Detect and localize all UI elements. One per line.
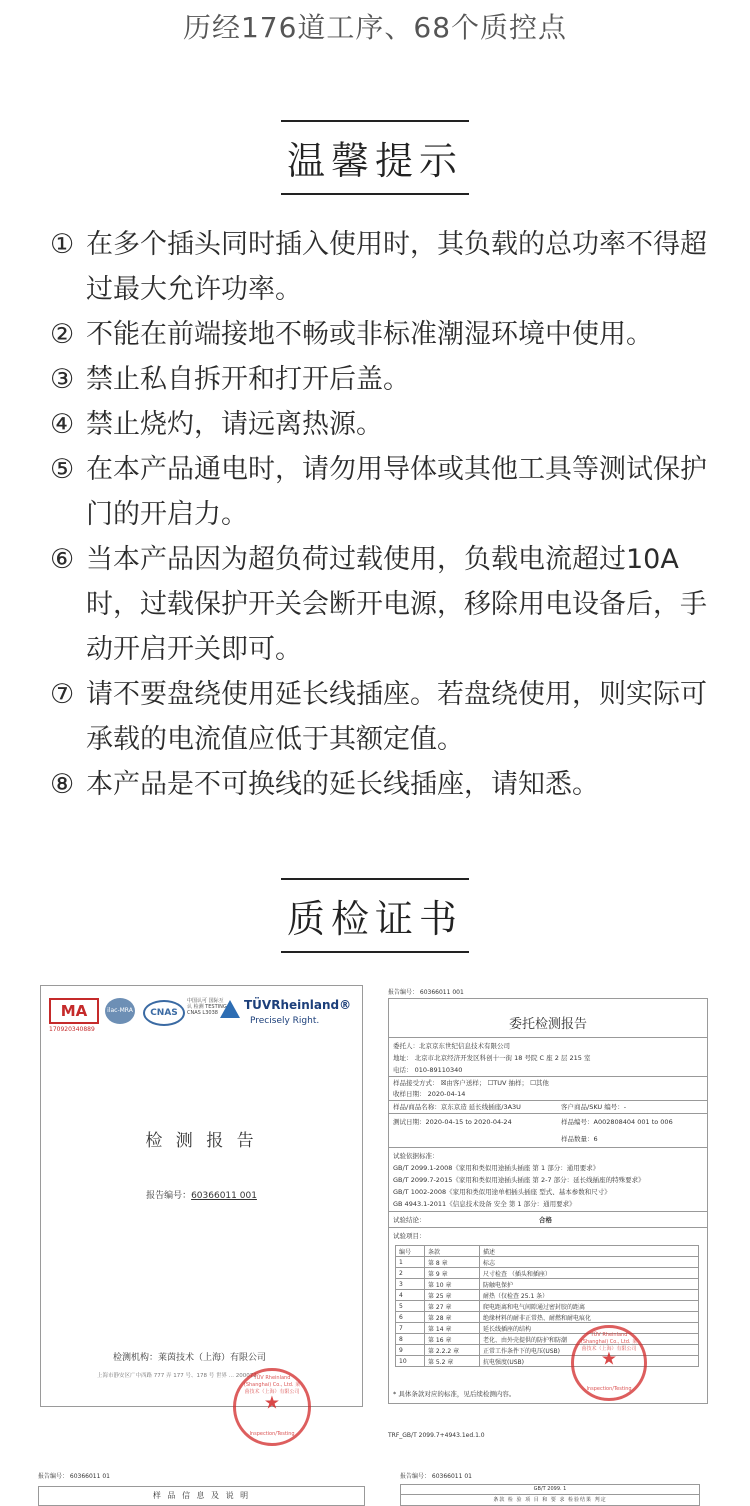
conclusion-value: 合格 <box>539 1216 552 1224</box>
star-icon: ★ <box>600 1348 618 1370</box>
tip-item <box>50 222 720 312</box>
table-cell: 正常工作条件下的电压(USB) <box>480 1345 699 1356</box>
report-number: 60366011 001 <box>191 1191 257 1201</box>
tuv-name: TÜVRheinland® <box>244 998 352 1012</box>
ilac-mra-logo: ilac-MRA <box>105 998 135 1024</box>
tip-text: 禁止烧灼，请远离热源。 <box>86 409 383 440</box>
divider <box>389 1100 707 1101</box>
sample-info-header: 样 品 信 息 及 说 明 <box>38 1486 365 1506</box>
table-cell: 老化、由外壳提供的防护和防潮 <box>480 1334 699 1345</box>
header-line: 历经176道工序、68个质控点 <box>182 11 568 44</box>
table-row <box>396 1279 699 1290</box>
star-icon: ★ <box>263 1392 281 1414</box>
client-address: 地址： 北京市北京经济开发区科创十一街 18 号院 C 座 2 层 215 室 <box>393 1054 591 1062</box>
sample-name: 样品/商品名称：京东京造 延长线插座/3A3U <box>393 1103 521 1111</box>
cert-title: 质检证书 <box>281 878 469 953</box>
tip-number: ⑥ <box>50 544 75 575</box>
table-cell: 1 <box>396 1257 425 1268</box>
tuv-triangle-icon <box>220 1000 240 1018</box>
client: 委托人：北京京东世纪信息技术有限公司 <box>393 1042 510 1050</box>
tip-text: 当本产品因为超负荷过载使用，负载电流超过10A时，过载保护开关会断开电源，移除用电设备后，手动开启开关即可。 <box>86 544 707 665</box>
table-cell: 标志 <box>480 1257 699 1268</box>
table-cell: 绝缘材料的耐非正常热、耐燃和耐电痕化 <box>480 1312 699 1323</box>
table-row <box>396 1334 699 1345</box>
basis-standard: GB/T 2099.1-2008《家用和类似用途插头插座 第 1 部分：通用要求》 <box>393 1164 600 1172</box>
table-cell: 第 27 章 <box>425 1301 480 1312</box>
table-cell: 爬电距离和电气间隙通过密封胶的距离 <box>480 1301 699 1312</box>
column-header: 描述 <box>480 1246 699 1257</box>
tip-number: ⑦ <box>50 679 75 710</box>
tip-item <box>50 447 720 537</box>
entrusted-test-report <box>388 998 708 1404</box>
table-cell: 6 <box>396 1312 425 1323</box>
test-date: 测试日期：2020-04-15 to 2020-04-24 <box>393 1118 512 1126</box>
table-row <box>396 1323 699 1334</box>
tip-item <box>50 312 720 357</box>
tip-item <box>50 357 720 402</box>
test-report-cover <box>40 985 363 1437</box>
table-cell: 第 25 章 <box>425 1290 480 1301</box>
report-number-line <box>41 1188 362 1201</box>
divider <box>389 1113 707 1114</box>
standard-code: GB/T 2099. 1 <box>401 1485 699 1495</box>
tips-list <box>50 222 720 807</box>
table-cell: 8 <box>396 1334 425 1345</box>
tip-text: 不能在前端接地不畅或非标准潮湿环境中使用。 <box>86 319 653 350</box>
table-cell: 4 <box>396 1290 425 1301</box>
report-number-label: 报告编号： <box>146 1191 192 1201</box>
column-header: 编号 <box>396 1246 425 1257</box>
tip-text: 在多个插头同时插入使用时，其负载的总功率不得超过最大允许功率。 <box>86 229 707 305</box>
divider <box>389 1037 707 1038</box>
tip-text: 禁止私自拆开和打开后盖。 <box>86 364 410 395</box>
table-cell: 耐热（仅检查 25.1 条） <box>480 1290 699 1301</box>
basis-standard: GB 4943.1-2011《信息技术设备 安全 第 1 部分：通用要求》 <box>393 1200 576 1208</box>
table-cell: 第 10 章 <box>425 1279 480 1290</box>
table-row <box>396 1312 699 1323</box>
table-cell: 7 <box>396 1323 425 1334</box>
tip-item <box>50 402 720 447</box>
table-cell: 第 2.2.2 章 <box>425 1345 480 1356</box>
accreditation-logos <box>49 998 354 1034</box>
receive-date: 收样日期： 2020-04-14 <box>393 1090 466 1098</box>
table-cell: 第 9 章 <box>425 1268 480 1279</box>
cnas-logo: CNAS <box>143 1000 185 1026</box>
table-row <box>396 1356 699 1367</box>
seal-bottom-text: Inspection/Testing <box>249 1431 295 1437</box>
divider <box>389 1227 707 1228</box>
table-cell: 第 28 章 <box>425 1312 480 1323</box>
column-header: 条款 <box>425 1246 480 1257</box>
cert-section-heading <box>0 878 750 953</box>
table-cell: 防触电保护 <box>480 1279 699 1290</box>
table-row <box>396 1268 699 1279</box>
basis-standard: GB/T 2099.7-2015《家用和类似用途插头插座 第 2-7 部分：延长线插座的特殊要求》 <box>393 1176 645 1184</box>
form-code: TRF_GB/T 2099.7+4943.1ed.1.0 <box>388 1432 485 1439</box>
tuv-rheinland-logo <box>220 998 350 1034</box>
table-cell: 第 14 章 <box>425 1323 480 1334</box>
tips-title: 温馨提示 <box>281 120 469 195</box>
tips-section-heading <box>0 120 750 195</box>
table-cell: 5 <box>396 1301 425 1312</box>
tuv-slogan: Precisely Right. <box>250 1016 320 1026</box>
divider <box>389 1076 707 1077</box>
tip-number: ② <box>50 319 75 350</box>
divider <box>389 1147 707 1148</box>
tip-text: 本产品是不可换线的延长线插座，请知悉。 <box>86 769 599 800</box>
sku-number: 客户商品/SKU 编号：- <box>561 1103 627 1111</box>
seal-ring-text: TÜV Rheinland (Shanghai) Co., Ltd. 莱茵技术（上海）有限公司 <box>580 1332 638 1352</box>
seal-bottom-text: Inspection/Testing <box>586 1386 632 1392</box>
table-cell: 抗电强度(USB) <box>480 1356 699 1367</box>
tip-number: ⑤ <box>50 454 75 485</box>
organization-address: 上海市静安区广中西路 777 弄 177 号、178 号 世界 ... 200072 <box>97 1373 257 1379</box>
table-header-row <box>396 1246 699 1257</box>
tip-number: ④ <box>50 409 75 440</box>
cert3-report-number: 报告编号： 60366011 01 <box>38 1473 110 1480</box>
testing-organization: 检测机构：莱茵技术（上海）有限公司 <box>113 1353 267 1363</box>
tip-number: ③ <box>50 364 75 395</box>
basis-standard: GB/T 1002-2008《家用和类似用途单相插头插座 型式、基本参数和尺寸》 <box>393 1188 611 1196</box>
table-row <box>396 1290 699 1301</box>
tip-item <box>50 762 720 807</box>
tip-item <box>50 537 720 672</box>
report-title: 检 测 报 告 <box>145 1131 258 1151</box>
tip-item <box>50 672 720 762</box>
table-cell: 延长线插座的结构 <box>480 1323 699 1334</box>
sample-method: 样品接受方式： ☒由客户送样； ☐TUV 抽样； ☐其他 <box>393 1079 549 1087</box>
table-cell: 尺寸检查 （插头和插座） <box>480 1268 699 1279</box>
column-headers: 条款 检 验 项 目 和 要 求 检验结果 判定 <box>493 1497 607 1503</box>
table-note: * 具体条款对应的标准，见后续检测内容。 <box>393 1390 516 1398</box>
table-cell: 10 <box>396 1356 425 1367</box>
table-cell: 3 <box>396 1279 425 1290</box>
test-items-table <box>395 1245 699 1370</box>
divider <box>389 1211 707 1212</box>
table-cell: 2 <box>396 1268 425 1279</box>
tip-number: ① <box>50 229 75 260</box>
seal-ring-text: TÜV Rheinland (Shanghai) Co., Ltd. 莱茵技术（上海）有限公司 <box>243 1375 301 1395</box>
official-seal <box>571 1325 647 1401</box>
table-row <box>396 1301 699 1312</box>
table-row <box>396 1345 699 1356</box>
tip-text: 在本产品通电时，请勿用导体或其他工具等测试保护门的开启力。 <box>86 454 707 530</box>
tip-text: 请不要盘绕使用延长线插座。若盘绕使用，则实际可承载的电流值应低于其额定值。 <box>86 679 707 755</box>
basis-label: 试验依据标准： <box>393 1152 439 1160</box>
conclusion-label: 试验结论： <box>393 1216 426 1224</box>
cma-logo: MA <box>49 998 99 1024</box>
table-cell: 第 16 章 <box>425 1334 480 1345</box>
table-cell: 第 5.2 章 <box>425 1356 480 1367</box>
table-cell: 第 8 章 <box>425 1257 480 1268</box>
sample-number: 样品编号：A002808404 001 to 006 <box>561 1118 673 1126</box>
table-row <box>396 1257 699 1268</box>
cma-number: 170920340889 <box>49 1026 95 1033</box>
client-phone: 电话： 010-89110340 <box>393 1066 463 1074</box>
report-title: 委托检测报告 <box>508 1017 587 1032</box>
cert2-report-number: 报告编号： 60366011 001 <box>388 989 464 996</box>
items-label: 试验项目： <box>393 1232 426 1240</box>
sample-quantity: 样品数量：6 <box>561 1135 598 1143</box>
official-seal <box>233 1368 311 1446</box>
cnas-caption: 中国认可 国际互认 检测 TESTING CNAS L3038 <box>187 998 227 1016</box>
table-cell: 9 <box>396 1345 425 1356</box>
tip-number: ⑧ <box>50 769 75 800</box>
cert4-report-number: 报告编号： 60366011 01 <box>400 1473 472 1480</box>
